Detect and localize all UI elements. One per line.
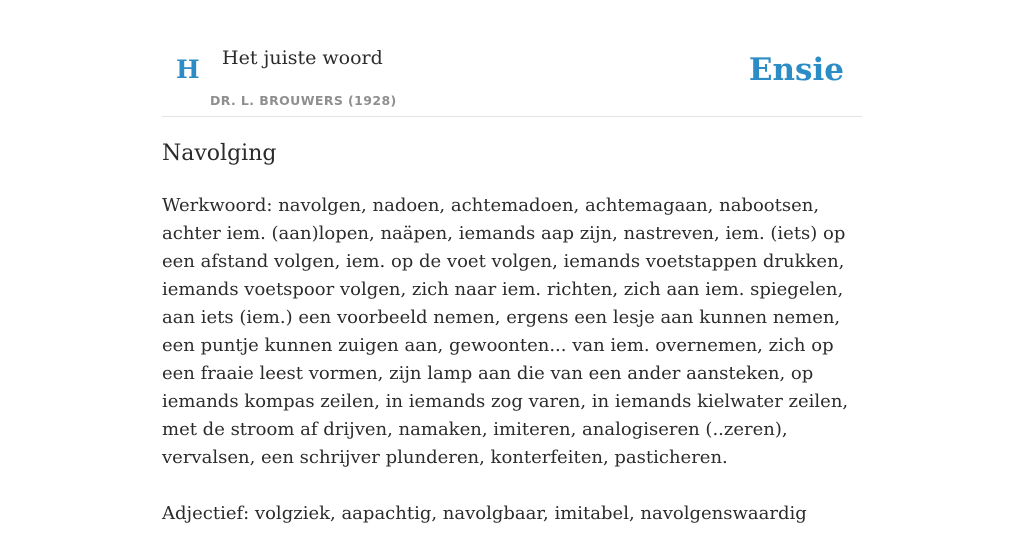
entry-body: [162, 192, 862, 556]
ensie-logo-link[interactable]: Ensie: [748, 52, 844, 88]
entry-title: Navolging: [162, 141, 277, 166]
book-logo-icon: H: [176, 55, 200, 84]
entry-paragraph-adjectives: Adjectief: volgziek, aapachtig, navolgbaar, imitabel, navolgenswaardig: [162, 503, 807, 524]
book-author: DR. L. BROUWERS (1928): [210, 93, 397, 108]
book-title[interactable]: Het juiste woord: [222, 47, 383, 69]
book-header: [162, 0, 862, 117]
entry-paragraph-verbs: Werkwoord: navolgen, nadoen, achtemadoen, achtemagaan, nabootsen, achter iem. (aan)lopen, naäpen, iemands aap zijn, nastreven, iem. (iets) op een afstand volgen, iem. op de voet volgen, iemands voetstappen drukken, iemands voetspoor volgen, zich naar iem. richten, zich aan iem. spiegelen, aan iets (iem.) een voorbeeld nemen, ergens een lesje aan kunnen nemen, een puntje kunnen zuigen aan, gewoonten... van iem. overnemen, zich op een fraaie leest vormen, zijn lamp aan die van een ander aansteken, op iemands kompas zeilen, in iemands zog varen, in iemands kielwater zeilen, met de stroom af drijven, namaken, imiteren, analogiseren (..zeren), vervalsen, een schrijver plunderen, konterfeiten, pasticheren.: [162, 195, 849, 468]
